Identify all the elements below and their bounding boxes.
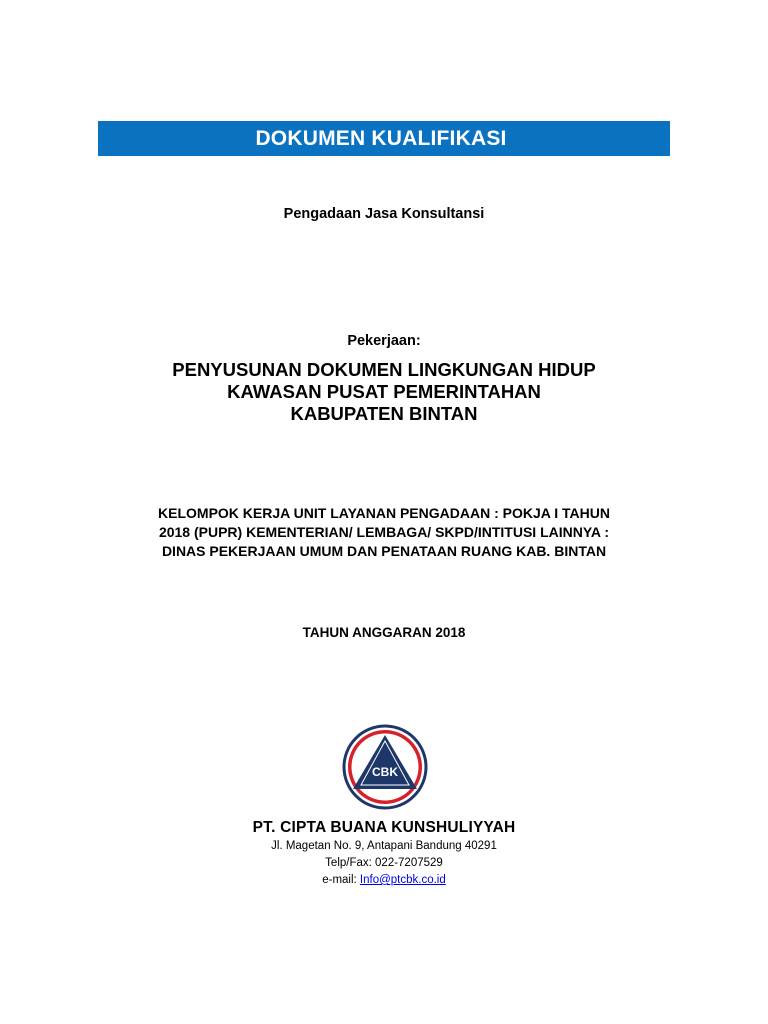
title-banner	[98, 121, 670, 156]
email-label: e-mail:	[322, 874, 360, 886]
company-phone: Telp/Fax: 022-7207529	[325, 857, 443, 869]
company-address: Jl. Magetan No. 9, Antapani Bandung 40291	[271, 840, 497, 852]
working-group-line: KELOMPOK KERJA UNIT LAYANAN PENGADAAN : POKJA I TAHUN	[158, 505, 610, 521]
company-logo	[341, 723, 429, 811]
logo-text: CBK	[372, 765, 398, 779]
job-title-line: KAWASAN PUSAT PEMERINTAHAN	[227, 381, 541, 402]
job-title-line: PENYUSUNAN DOKUMEN LINGKUNGAN HIDUP	[172, 359, 596, 380]
company-email-row	[0, 874, 768, 886]
document-title: DOKUMEN KUALIFIKASI	[255, 126, 507, 150]
job-title-line: KABUPATEN BINTAN	[290, 403, 478, 424]
job-label: Pekerjaan:	[347, 333, 421, 349]
company-name: PT. CIPTA BUANA KUNSHULIYYAH	[252, 819, 516, 836]
working-group-line: DINAS PEKERJAAN UMUM DAN PENATAAN RUANG KAB. BINTAN	[161, 543, 607, 559]
email-link[interactable]: Info@ptcbk.co.id	[359, 874, 446, 886]
working-group	[0, 504, 768, 561]
procurement-type: Pengadaan Jasa Konsultansi	[283, 206, 485, 222]
working-group-line: 2018 (PUPR) KEMENTERIAN/ LEMBAGA/ SKPD/INTITUSI LAINNYA :	[158, 524, 610, 540]
budget-year: TAHUN ANGGARAN 2018	[302, 625, 466, 640]
job-title	[0, 359, 768, 425]
